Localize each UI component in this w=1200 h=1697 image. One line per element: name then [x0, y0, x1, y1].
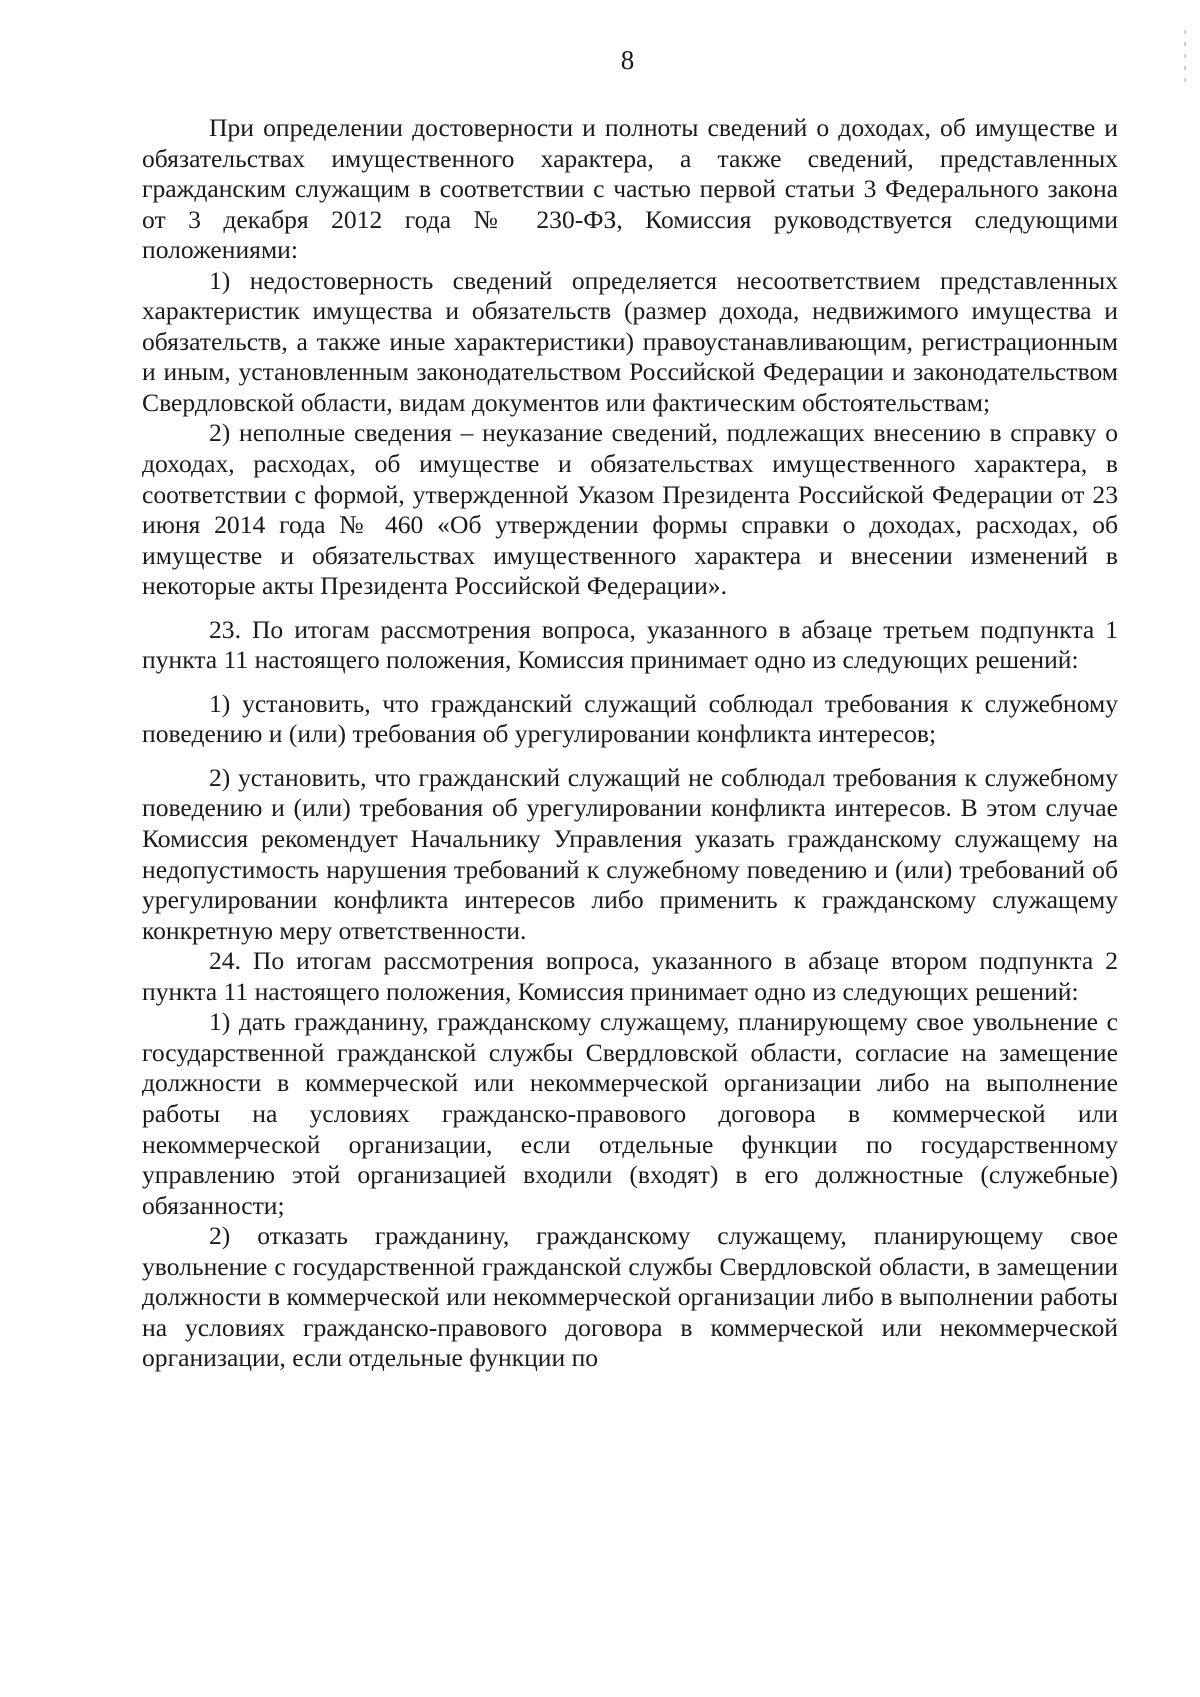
paragraph-clause-24-item-1: 1) дать гражданину, гражданскому служащему, планирующему свое увольнение с государственной гражданской службы Свердловской области, согласие на замещение должности в коммерческой или некоммерческой организации либо на выполнение работы на условиях гражданско-правового договора в коммерческой или некоммерческой организации, если отдельные функции по государственному управлению этой организацией входили (входят) в его должностные (служебные) обязанности;	[142, 1007, 1118, 1220]
document-body	[142, 113, 1118, 1374]
paragraph-clause-23-item-2: 2) установить, что гражданский служащий не соблюдал требования к служебному поведению и (или) требования об урегулировании конфликта интересов. В этом случае Комиссия рекомендует Начальнику Управления указать гражданскому служащему на недопустимость нарушения требований к служебному поведению и (или) требований об урегулировании конфликта интересов либо применить к гражданскому служащему конкретную меру ответственности.	[142, 762, 1118, 945]
paragraph-clause-24: 24. По итогам рассмотрения вопроса, указанного в абзаце втором подпункта 2 пункта 11 настоящего положения, Комиссия принимает одно из следующих решений:	[142, 946, 1118, 1006]
paragraph-clause-23: 23. По итогам рассмотрения вопроса, указанного в абзаце третьем подпункта 1 пункта 11 настоящего положения, Комиссия принимает одно из следующих решений:	[142, 614, 1118, 675]
page-number: 8	[620, 45, 635, 75]
paragraph-intro: При определении достоверности и полноты сведений о доходах, об имуществе и обязательствах имущественного характера, а также сведений, представленных гражданским служащим в соответствии с частью первой статьи 3 Федерального закона от 3 декабря 2012 года № 230-ФЗ, Комиссия руководствуется следующими положениями:	[142, 113, 1118, 265]
paragraph-clause-24-item-2: 2) отказать гражданину, гражданскому служащему, планирующему свое увольнение с государственной гражданской службы Свердловской области, в замещении должности в коммерческой или некоммерческой организации либо в выполнении работы на условиях гражданско-правового договора в коммерческой или некоммерческой организации, если отдельные функции по	[142, 1221, 1118, 1373]
paragraph-item-1-unreliable: 1) недостоверность сведений определяется несоответствием представленных характеристик имущества и обязательств (размер дохода, недвижимого имущества и обязательств, а также иные характеристики) правоустанавливающим, регистрационным и иным, установленным законодательством Российской Федерации и законодательством Свердловской области, видам документов или фактическим обстоятельствам;	[142, 265, 1118, 417]
paragraph-clause-23-item-1: 1) установить, что гражданский служащий соблюдал требования к служебному поведению и (или) требования об урегулировании конфликта интересов;	[142, 688, 1118, 749]
paragraph-item-2-incomplete: 2) неполные сведения – неуказание сведений, подлежащих внесению в справку о доходах, расходах, об имуществе и обязательствах имущественного характера, в соответствии с формой, утвержденной Указом Президента Российской Федерации от 23 июня 2014 года № 460 «Об утверждении формы справки о доходах, расходах, об имуществе и обязательствах имущественного характера и внесении изменений в некоторые акты Президента Российской Федерации».	[142, 418, 1118, 601]
